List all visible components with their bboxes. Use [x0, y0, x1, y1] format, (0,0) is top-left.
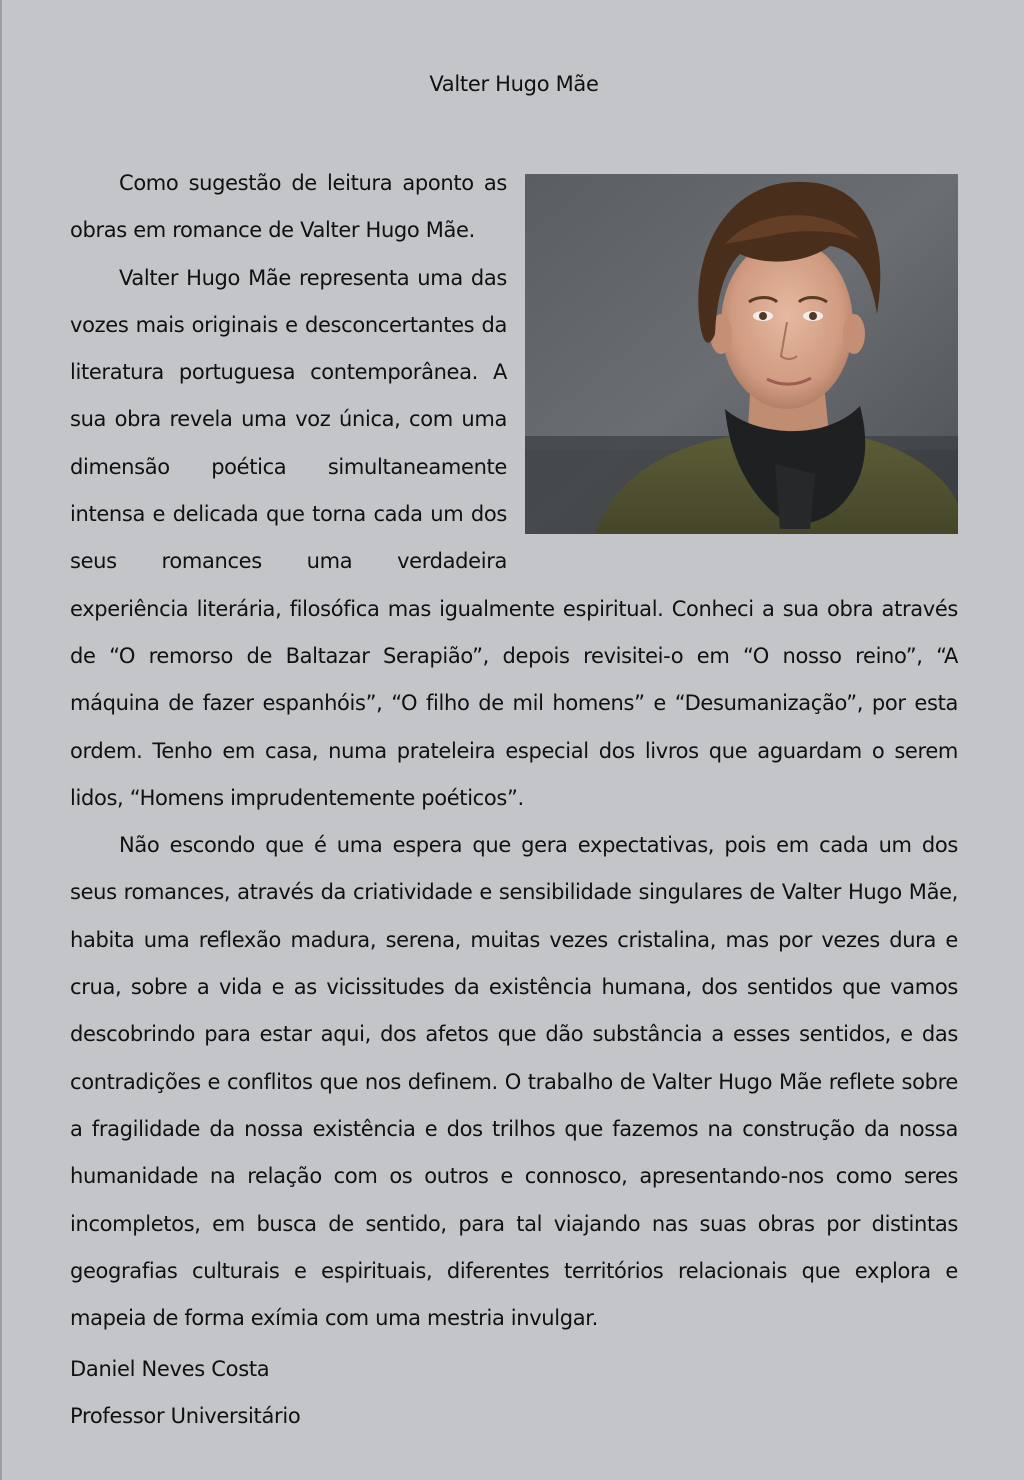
author-name: Daniel Neves Costa	[70, 1357, 270, 1381]
author-role: Professor Universitário	[70, 1404, 301, 1429]
document-title: Valter Hugo Mãe	[429, 72, 599, 96]
signature-block	[70, 1346, 300, 1441]
portrait-illustration	[525, 174, 958, 534]
paragraph-3: Não escondo que é uma espera que gera expectativas, pois em cada um dos seus romances, através da criatividade e sensibilidade singulares de Valter Hugo Mãe, habita uma reflexão madura, serena, muitas vezes cristalina, mas por vezes dura e crua, sobre a vida e as vicissitudes da existência humana, dos sentidos que vamos descobrindo para estar aqui, dos afetos que dão substância a esses sentidos, e das contradições e conflitos que nos definem. O trabalho de Valter Hugo Mãe reflete sobre a fragilidade da nossa existência e dos trilhos que fazemos na construção da nossa humanidade na relação com os outros e connosco, apresentando-nos como seres incompletos, em busca de sentido, para tal viajando nas suas obras por distintas geografias culturais e espirituais, diferentes territórios relacionais que explora e mapeia de forma exímia com uma mestria invulgar.	[70, 833, 958, 1331]
paragraph-1: Como sugestão de leitura aponto as obras em romance de Valter Hugo Mãe.	[70, 171, 507, 243]
article-body	[70, 160, 958, 1342]
paragraph-2: Valter Hugo Mãe representa uma das vozes mais originais e desconcertantes da literatura portuguesa contemporânea. A sua obra revela uma voz única, com uma dimensão poética simultaneamente intensa e delicada que torna cada um dos seus romances uma verdadeira experiência literária, filosófica mas igualmente espiritual. Conheci a sua obra através de “O remorso de Baltazar Serapião”, depois revisitei-o em “O nosso reino”, “A máquina de fazer espanhóis”, “O filho de mil homens” e “Desumanização”, por esta ordem. Tenho em casa, numa prateleira especial dos livros que aguardam o serem lidos, “Homens imprudentemente poéticos”.	[70, 265, 958, 810]
author-portrait-photo	[525, 174, 958, 534]
